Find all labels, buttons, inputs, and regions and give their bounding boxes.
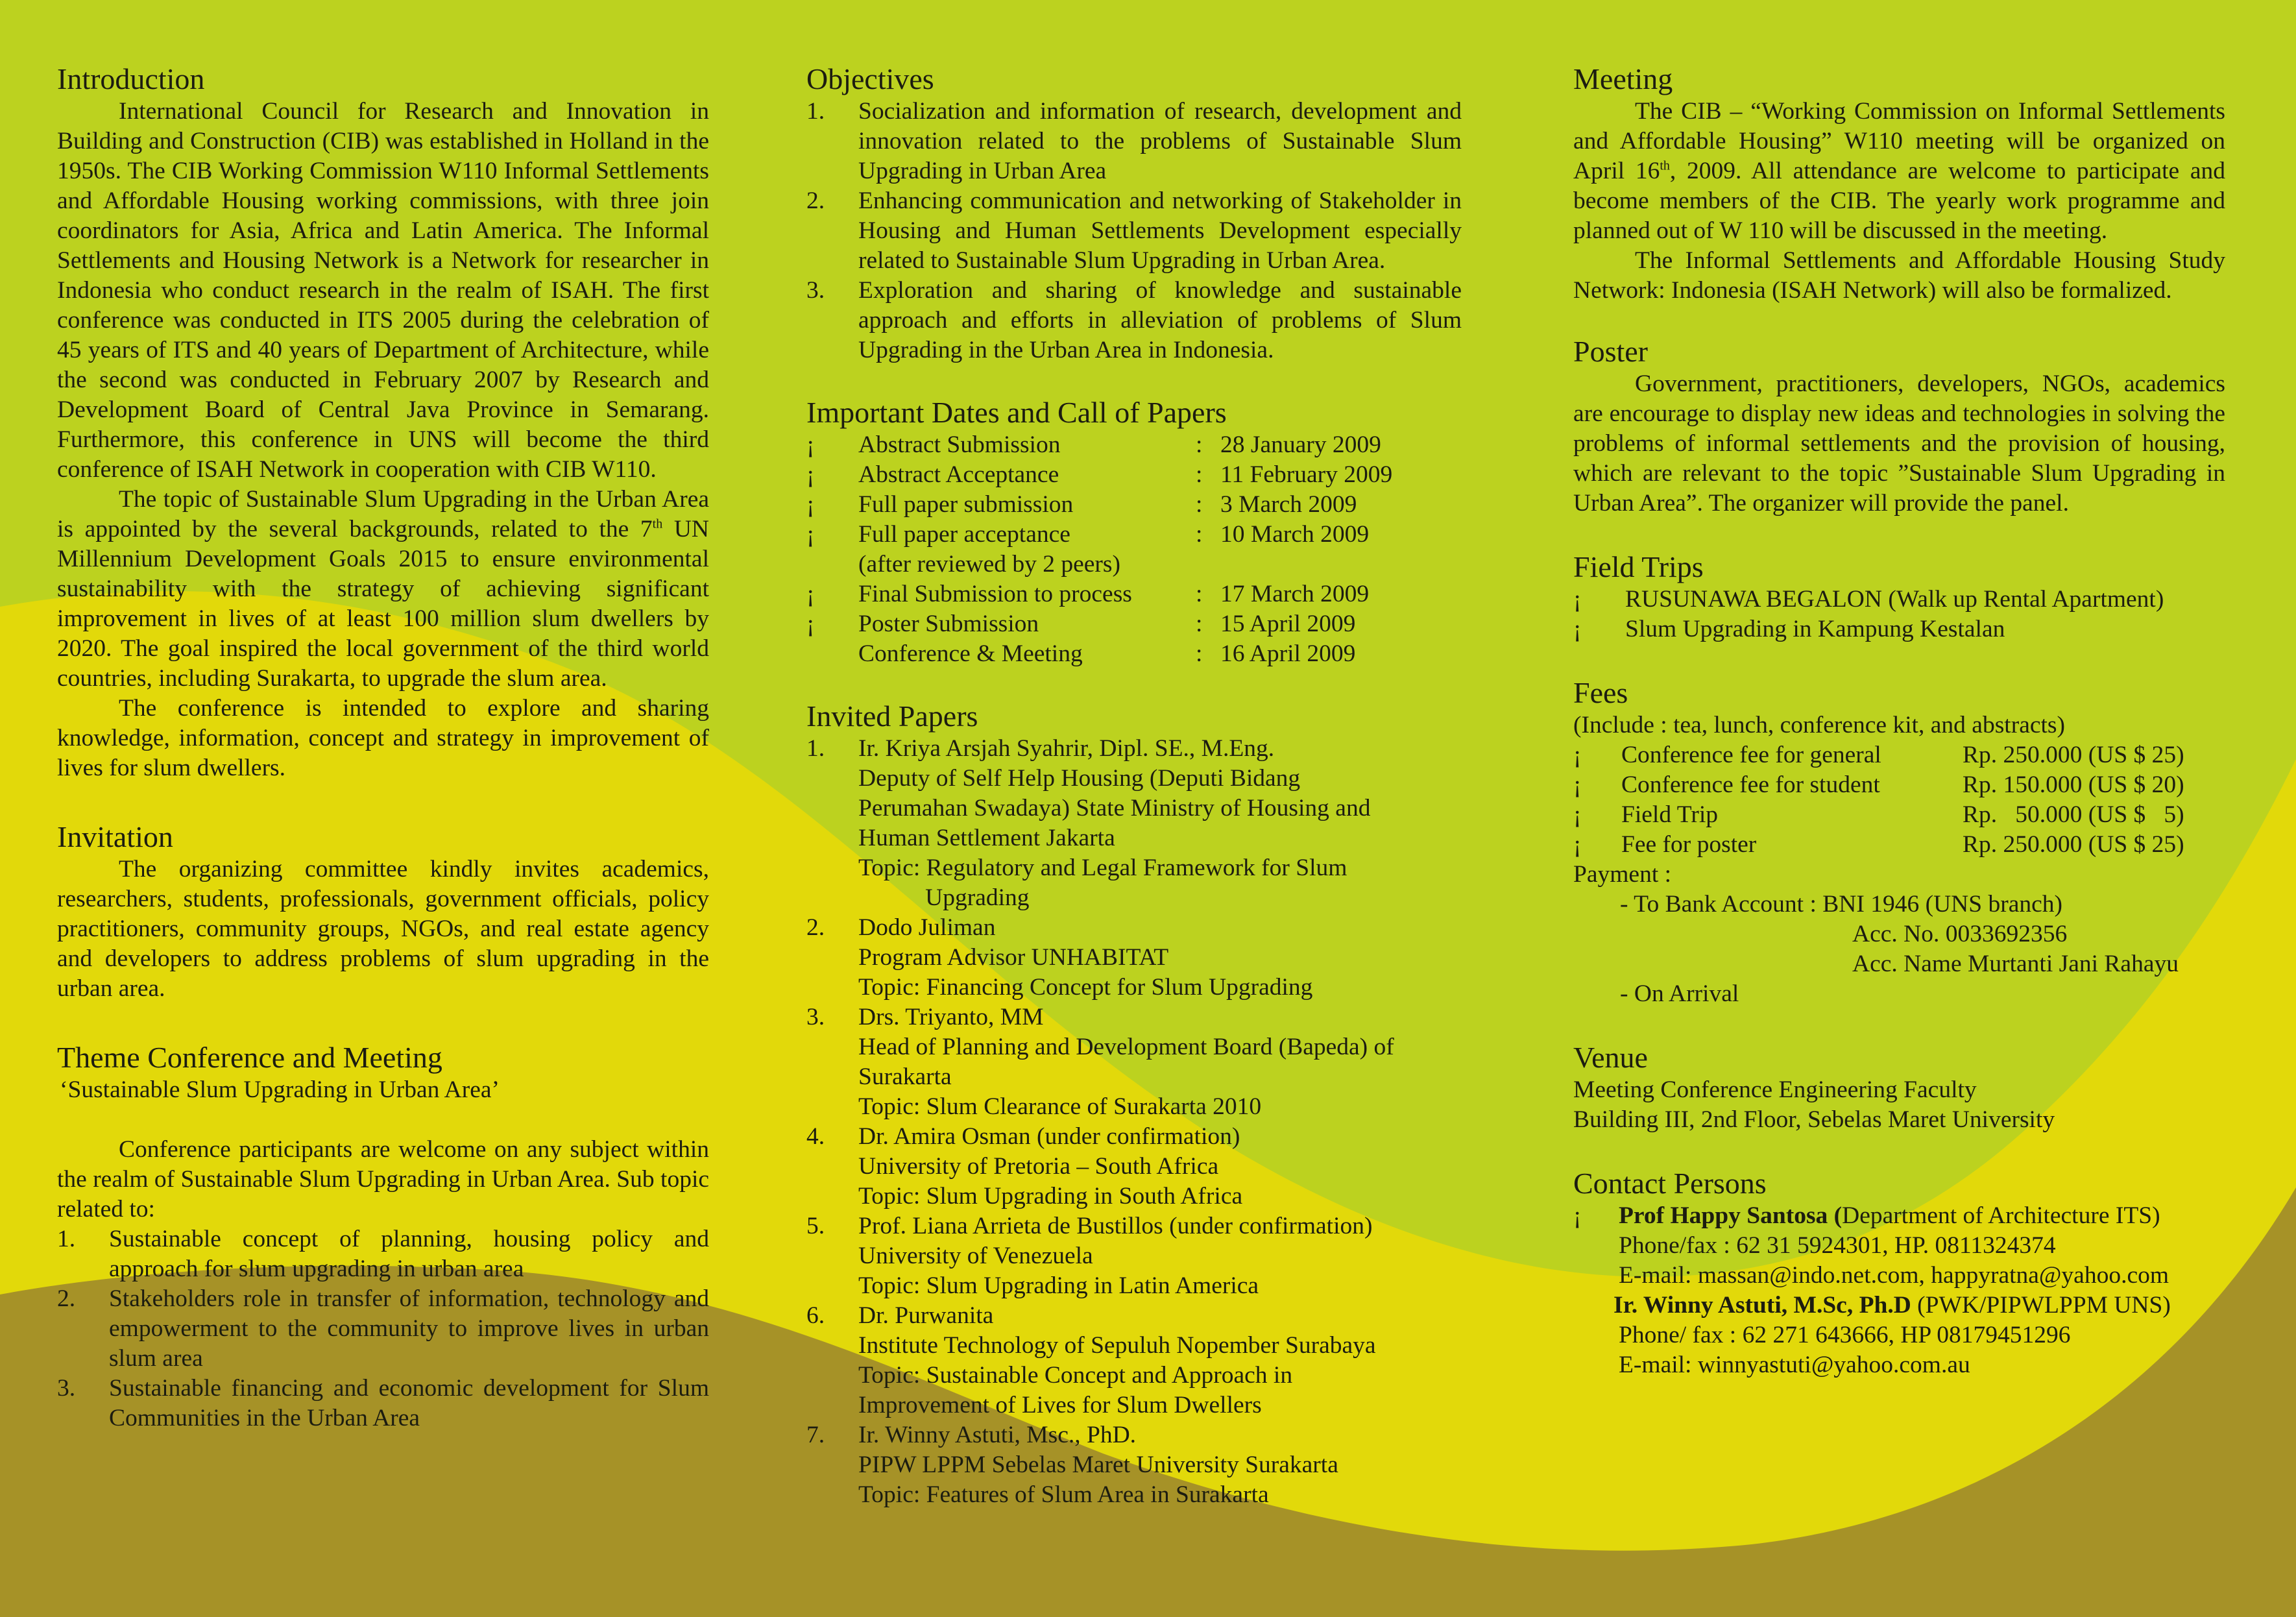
date-separator: : bbox=[1196, 432, 1203, 458]
introduction-paragraph-2 bbox=[57, 485, 709, 694]
item-line: Perumahan Swadaya) State Ministry of Housing and bbox=[858, 795, 1371, 821]
section-theme bbox=[57, 1040, 709, 1433]
contact-2-name: Ir. Winny Astuti, M.Sc, Ph.D bbox=[1613, 1292, 1911, 1319]
bullet-icon: ¡ bbox=[1573, 831, 1582, 858]
section-invitation bbox=[57, 820, 709, 1004]
item-line: Ir. Winny Astuti, Msc., PhD. bbox=[858, 1422, 1137, 1448]
item-body bbox=[858, 1122, 1462, 1211]
date-row bbox=[806, 550, 1462, 579]
bullet-icon: ¡ bbox=[1573, 742, 1582, 768]
item-number: 2. bbox=[806, 914, 825, 941]
item-line: Institute Technology of Sepuluh Nopember Surabaya bbox=[858, 1332, 1376, 1359]
section-important-dates bbox=[806, 395, 1462, 669]
item-body bbox=[858, 1420, 1462, 1510]
fee-amount: Rp. 250.000 (US $ 25) bbox=[1963, 831, 2184, 858]
fee-amount: Rp. 150.000 (US $ 20) bbox=[1963, 772, 2184, 798]
column-left bbox=[57, 62, 709, 1433]
date-label: Poster Submission bbox=[858, 611, 1039, 637]
contact-2-email[interactable]: E-mail: winnyastuti@yahoo.com.au bbox=[1619, 1352, 1970, 1378]
bullet-icon: ¡ bbox=[1573, 772, 1582, 798]
item-line: Dr. Purwanita bbox=[858, 1302, 994, 1329]
fees-heading: Fees bbox=[1573, 676, 1628, 709]
bank-label: - To Bank Account : bbox=[1620, 891, 1823, 918]
dates-heading: Important Dates and Call of Papers bbox=[806, 396, 1227, 429]
fee-label: Field Trip bbox=[1621, 801, 1719, 828]
fee-row bbox=[1573, 830, 2225, 860]
bullet-icon: ¡ bbox=[806, 611, 815, 637]
poster-paragraph: Government, practitioners, developers, NGOs, academics are encourage to display new ideas and technologies in solving the problems of informal settlements and the provision of housing, which are relevant to the topic ”Sustainable Slum Upgrading in Urban Area”. The organizer will provide the panel. bbox=[1573, 371, 2225, 517]
section-contacts bbox=[1573, 1166, 2225, 1380]
section-venue bbox=[1573, 1040, 2225, 1135]
item-line: Topic: Sustainable Concept and Approach in bbox=[858, 1362, 1293, 1389]
invitation-heading: Invitation bbox=[57, 820, 173, 853]
on-arrival: - On Arrival bbox=[1620, 980, 1739, 1007]
section-fees bbox=[1573, 675, 2225, 1009]
fee-row bbox=[1573, 800, 2225, 830]
bullet-icon bbox=[806, 639, 858, 669]
date-label: Full paper acceptance bbox=[858, 521, 1070, 548]
contact-2-dept: (PWK/PIPWLPPM UNS) bbox=[1911, 1292, 2171, 1319]
date-value: 28 January 2009 bbox=[1220, 432, 1381, 458]
fee-row bbox=[1573, 770, 2225, 800]
bank-line bbox=[1573, 890, 2225, 919]
item-line: Topic: Features of Slum Area in Surakarta bbox=[858, 1481, 1269, 1508]
invited-papers-list bbox=[806, 734, 1462, 1510]
date-row bbox=[806, 460, 1462, 490]
bullet-icon: ¡ bbox=[1573, 801, 1582, 828]
date-value: 10 March 2009 bbox=[1220, 521, 1370, 548]
fees-include: (Include : tea, lunch, conference kit, and abstracts) bbox=[1573, 712, 2065, 738]
date-separator: : bbox=[1196, 640, 1203, 667]
item-line: PIPW LPPM Sebelas Maret University Surakarta bbox=[858, 1452, 1338, 1478]
invited-paper-item bbox=[806, 1122, 1462, 1211]
contact-2-phone: Phone/ fax : 62 271 643666, HP 08179451296 bbox=[1619, 1322, 2071, 1348]
invited-paper-item bbox=[806, 1301, 1462, 1420]
bank-name: BNI 1946 (UNS branch) bbox=[1822, 891, 2063, 918]
date-row bbox=[806, 579, 1462, 609]
item-line: Topic: Slum Upgrading in South Africa bbox=[858, 1183, 1243, 1210]
venue-line-1: Meeting Conference Engineering Faculty bbox=[1573, 1076, 1977, 1103]
date-label: Abstract Acceptance bbox=[858, 461, 1059, 488]
date-row bbox=[806, 430, 1462, 460]
invited-paper-item bbox=[806, 913, 1462, 1003]
bullet-icon: ¡ bbox=[806, 581, 815, 607]
invitation-paragraph: The organizing committee kindly invites academics, researchers, students, professionals, government officials, policy practitioners, community groups, NGOs, and real estate agency and developers to address problems of slum upgrading in the urban area. bbox=[57, 856, 709, 1002]
fee-row bbox=[1573, 740, 2225, 770]
item-line: Improvement of Lives for Slum Dwellers bbox=[858, 1392, 1262, 1418]
intro-p2-a: The topic of Sustainable Slum Upgrading in the Urban Area is appointed by the several backgrounds, related to the 7 bbox=[57, 486, 709, 542]
venue-line-2: Building III, 2nd Floor, Sebelas Maret University bbox=[1573, 1106, 2055, 1133]
item-number: 5. bbox=[806, 1213, 825, 1239]
account-number: Acc. No. 0033692356 bbox=[1852, 921, 2068, 947]
column-right bbox=[1573, 62, 2225, 1380]
item-line: Topic: Regulatory and Legal Framework for Slum bbox=[858, 855, 1347, 881]
item-body bbox=[858, 913, 1462, 1003]
intro-p2-b: UN Millennium Development Goals 2015 to ensure environmental sustainability with the strategy of achieving significant improvement in lives of at least 100 million slum dwellers by 2020. The goal inspired the local government of the third world countries, including Surakarta, to upgrade the slum area. bbox=[57, 516, 709, 692]
item-line: University of Venezuela bbox=[858, 1243, 1093, 1269]
item-line: Surakarta bbox=[858, 1064, 952, 1090]
objectives-list bbox=[806, 97, 1462, 365]
field-trips-heading: Field Trips bbox=[1573, 550, 1704, 583]
item-line: Topic: Slum Clearance of Surakarta 2010 bbox=[858, 1093, 1262, 1120]
list-item: 3. Sustainable financing and economic development for Slum Communities in the Urban Area bbox=[57, 1375, 709, 1431]
date-row bbox=[806, 639, 1462, 669]
fees-list bbox=[1573, 740, 2225, 860]
intro-p2-sup: th bbox=[652, 517, 663, 531]
date-separator: : bbox=[1196, 581, 1203, 607]
item-line: Topic: Slum Upgrading in Latin America bbox=[858, 1272, 1259, 1299]
theme-heading: Theme Conference and Meeting bbox=[57, 1041, 442, 1074]
item-line: Dodo Juliman bbox=[858, 914, 996, 941]
list-item: 3. Exploration and sharing of knowledge and sustainable approach and efforts in alleviation of problems of Slum Upgrading in the Urban Area in Indonesia. bbox=[806, 277, 1462, 363]
item-number: 6. bbox=[806, 1302, 825, 1329]
meeting-p1-a: The CIB – “Working Commission on Informal Settlements and Affordable Housing” W110 meeting will be organized on April 16 bbox=[1573, 98, 2225, 184]
fee-amount: Rp. 250.000 (US $ 25) bbox=[1963, 742, 2184, 768]
fee-label: Fee for poster bbox=[1621, 831, 1757, 858]
date-value: 11 February 2009 bbox=[1220, 461, 1393, 488]
objectives-heading: Objectives bbox=[806, 62, 934, 95]
column-middle bbox=[806, 62, 1462, 1510]
item-line: Program Advisor UNHABITAT bbox=[858, 944, 1169, 971]
date-label: (after reviewed by 2 peers) bbox=[858, 551, 1120, 578]
date-value: 17 March 2009 bbox=[1220, 581, 1370, 607]
contact-1-dept: Department of Architecture ITS) bbox=[1842, 1202, 2160, 1229]
payment-label: Payment : bbox=[1573, 861, 1672, 888]
date-label: Conference & Meeting bbox=[858, 640, 1083, 667]
meeting-heading: Meeting bbox=[1573, 62, 1673, 95]
bullet-icon: ¡ bbox=[806, 521, 815, 548]
venue-heading: Venue bbox=[1573, 1041, 1648, 1074]
date-row bbox=[806, 520, 1462, 550]
invited-paper-item bbox=[806, 1211, 1462, 1301]
section-field-trips bbox=[1573, 550, 2225, 644]
contact-1-email[interactable]: E-mail: massan@indo.net.com, happyratna@yahoo.com bbox=[1619, 1262, 2169, 1289]
section-invited-papers bbox=[806, 699, 1462, 1510]
date-row bbox=[806, 490, 1462, 520]
list-item: 2. Stakeholders role in transfer of information, technology and empowerment to the community to improve lives in urban slum area bbox=[57, 1285, 709, 1372]
invited-paper-item bbox=[806, 1420, 1462, 1510]
list-item: 2. Enhancing communication and networking of Stakeholder in Housing and Human Settlements Development especially related to Sustainable Slum Upgrading in Urban Area. bbox=[806, 188, 1462, 274]
dates-list bbox=[806, 430, 1462, 669]
list-item: 1. Socialization and information of research, development and innovation related to the problems of Sustainable Slum Upgrading in Urban Area bbox=[806, 98, 1462, 184]
item-line: Deputy of Self Help Housing (Deputi Bidang bbox=[858, 765, 1301, 792]
item-line: Head of Planning and Development Board (Bapeda) of bbox=[858, 1034, 1394, 1060]
fee-label: Conference fee for student bbox=[1621, 772, 1880, 798]
date-value: 16 April 2009 bbox=[1220, 640, 1356, 667]
invited-heading: Invited Papers bbox=[806, 699, 978, 733]
item-line: University of Pretoria – South Africa bbox=[858, 1153, 1219, 1180]
item-body bbox=[858, 1003, 1462, 1122]
section-objectives bbox=[806, 62, 1462, 365]
list-item: ¡ Slum Upgrading in Kampung Kestalan bbox=[1573, 616, 2005, 642]
section-poster bbox=[1573, 334, 2225, 518]
date-separator: : bbox=[1196, 461, 1203, 488]
date-separator bbox=[1196, 550, 1220, 579]
account-name: Acc. Name Murtanti Jani Rahayu bbox=[1852, 951, 2179, 977]
poster-heading: Poster bbox=[1573, 335, 1648, 368]
item-line: Human Settlement Jakarta bbox=[858, 825, 1115, 851]
bullet-icon: ¡ bbox=[806, 461, 815, 488]
date-value: 15 April 2009 bbox=[1220, 611, 1356, 637]
list-item: 1. Sustainable concept of planning, housing policy and approach for slum upgrading in urban area bbox=[57, 1226, 709, 1282]
introduction-paragraph-1: International Council for Research and Innovation in Building and Construction (CIB) was established in Holland in the 1950s. The CIB Working Commission W110 Informal Settlements and Affordable Housing working commissions, with three join coordinators for Asia, Africa and Latin America. The Informal Settlements and Housing Network is a Network for researcher in Indonesia who conduct research in the realm of ISAH. The first conference was conducted in ITS 2005 during the celebration of 45 years of ITS and 40 years of Department of Architecture, while the second was conducted in February 2007 by Research and Development Board of Central Java Province in Semarang. Furthermore, this conference in UNS will become the third conference of ISAH Network in cooperation with CIB W110. bbox=[57, 98, 709, 483]
section-meeting bbox=[1573, 62, 2225, 306]
meeting-paragraph-2: The Informal Settlements and Affordable Housing Study Network: Indonesia (ISAH Network) will also be formalized. bbox=[1573, 247, 2225, 304]
date-row bbox=[806, 609, 1462, 639]
contact-1-phone: Phone/fax : 62 31 5924301, HP. 0811324374 bbox=[1619, 1232, 2056, 1259]
item-body bbox=[858, 1211, 1462, 1301]
contact-person-1: ¡ Prof Happy Santosa (Department of Architecture ITS) bbox=[1573, 1202, 2160, 1229]
introduction-heading: Introduction bbox=[57, 62, 205, 95]
item-number: 4. bbox=[806, 1123, 825, 1150]
item-number: 7. bbox=[806, 1422, 825, 1448]
item-number: 3. bbox=[806, 1004, 825, 1030]
list-item: ¡ RUSUNAWA BEGALON (Walk up Rental Apartment) bbox=[1573, 586, 2164, 613]
date-separator: : bbox=[1196, 611, 1203, 637]
theme-subtitle: ‘Sustainable Slum Upgrading in Urban Area’ bbox=[60, 1076, 500, 1103]
contact-1-name: Prof Happy Santosa ( bbox=[1619, 1202, 1843, 1229]
date-separator: : bbox=[1196, 521, 1203, 548]
item-line: Prof. Liana Arrieta de Bustillos (under confirmation) bbox=[858, 1213, 1373, 1239]
date-label: Abstract Submission bbox=[858, 432, 1061, 458]
bullet-icon: ¡ bbox=[806, 491, 815, 518]
section-introduction bbox=[57, 62, 709, 783]
date-value: 3 March 2009 bbox=[1220, 491, 1357, 518]
date-separator: : bbox=[1196, 491, 1203, 518]
item-number: 1. bbox=[806, 735, 825, 762]
date-label: Final Submission to process bbox=[858, 581, 1132, 607]
theme-paragraph: Conference participants are welcome on any subject within the realm of Sustainable Slum Upgrading in Urban Area. Sub topic related to: bbox=[57, 1136, 710, 1222]
invited-paper-item bbox=[806, 1003, 1462, 1122]
item-line: Drs. Triyanto, MM bbox=[858, 1004, 1044, 1030]
item-line: Ir. Kriya Arsjah Syahrir, Dipl. SE., M.Eng. bbox=[858, 735, 1275, 762]
item-line: Upgrading bbox=[858, 884, 1030, 911]
invited-paper-item bbox=[806, 734, 1462, 913]
fee-amount: Rp. 50.000 (US $ 5) bbox=[1963, 801, 2184, 828]
contact-person-2 bbox=[1573, 1291, 2225, 1320]
item-body bbox=[858, 734, 1462, 913]
item-line: Topic: Financing Concept for Slum Upgrading bbox=[858, 974, 1313, 1001]
fee-label: Conference fee for general bbox=[1621, 742, 1881, 768]
item-line: Dr. Amira Osman (under confirmation) bbox=[858, 1123, 1240, 1150]
bullet-icon bbox=[806, 550, 858, 579]
item-body bbox=[858, 1301, 1462, 1420]
introduction-paragraph-3: The conference is intended to explore and sharing knowledge, information, concept and strategy in improvement of lives for slum dwellers. bbox=[57, 695, 709, 781]
meeting-p1-sup: th bbox=[1660, 158, 1670, 173]
bullet-icon: ¡ bbox=[806, 432, 815, 458]
meeting-p1-b: , 2009. All attendance are welcome to participate and become members of the CIB. The yearly work programme and planned out of W 110 will be discussed in the meeting. bbox=[1573, 158, 2225, 244]
contacts-heading: Contact Persons bbox=[1573, 1167, 1767, 1200]
theme-subtopic-list bbox=[57, 1224, 709, 1433]
date-label: Full paper submission bbox=[858, 491, 1074, 518]
meeting-paragraph-1 bbox=[1573, 97, 2225, 246]
